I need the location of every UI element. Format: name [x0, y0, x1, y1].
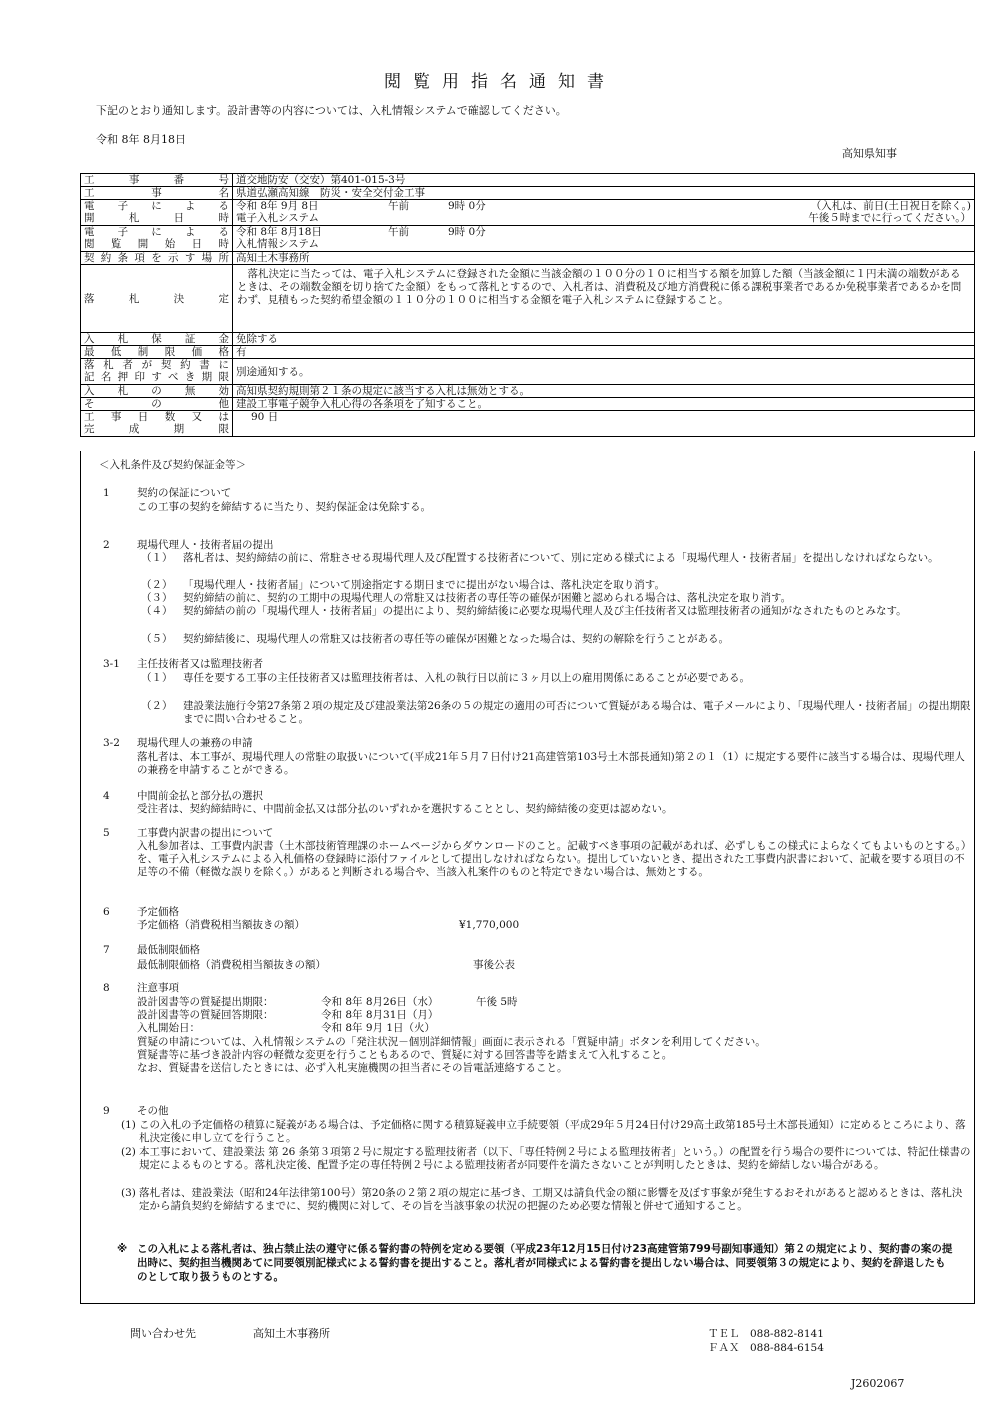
kaisatsu-date: 令和 8年 9月 8日: [236, 200, 319, 212]
s31-item-1-text: 専任を要する工事の主任技術者又は監理技術者は、入札の執行日以前に３ヶ月以上の雇用関係にあることが必要である。: [183, 672, 750, 684]
etsuran-ampm: 午前: [388, 226, 409, 238]
value-basho: 高知土木事務所: [233, 252, 975, 265]
kaisatsu-ampm: 午前: [388, 200, 409, 212]
section-8-number: 8: [103, 982, 110, 994]
section-5-title: 工事費内訳書の提出について: [137, 827, 274, 839]
section-3-2-number: 3-2: [103, 737, 120, 749]
contact-office: 高知土木事務所: [253, 1327, 330, 1340]
note-text: この入札による落札者は、独占禁止法の遵守に係る誓約書の特例を定める要領（平成23年12月15日付け23高建管第799号副知事通知）第２の規定により、契約書の案の提出時に、契約担当機関あてに同要領別記様式による誓約書を提出すること。落札者が同様式による誓約書を提出しない場合は、同要領第３の規定により、契約を辞退したものとして取り扱うものとする。: [137, 1243, 953, 1283]
section-6-number: 6: [103, 906, 110, 918]
label-nissu: [81, 411, 233, 437]
section-4-text: 受注者は、契約締結時に、中間前金払又は部分払のいずれかを選択することとし、契約締結後の変更は認めない。: [137, 803, 673, 815]
document-title: 閲覧用指名通知書: [384, 72, 616, 92]
s9-item-2-no: (2): [121, 1146, 136, 1158]
label-mukou: 入札の無効: [81, 385, 233, 398]
label-koji-no: 工事番号: [81, 174, 233, 187]
issuer: 高知県知事: [842, 147, 897, 160]
yotei-label: 予定価格（消費税相当額抜きの額）: [137, 919, 305, 931]
s8-row-3-date: 令和 8年 9月 1日（火）: [321, 1022, 436, 1034]
s2-item-1-no: （１）: [141, 552, 173, 564]
value-sonota: 建設工事電子競争入札心得の各条項を了知すること。: [233, 398, 975, 411]
section-6-title: 予定価格: [137, 906, 179, 918]
conditions-heading: ＜入札条件及び契約保証金等＞: [99, 459, 246, 471]
section-3-1-title: 主任技術者又は監理技術者: [137, 658, 263, 670]
section-3-2-title: 現場代理人の兼務の申請: [137, 737, 253, 749]
s31-item-1-no: （１）: [141, 672, 173, 684]
s9-item-1-no: (1): [121, 1119, 136, 1131]
section-7-number: 7: [103, 944, 110, 956]
label-etsuran-2: 閲覧開始日時: [84, 238, 229, 250]
saitei-label: 最低制限価格（消費税相当額抜きの額）: [137, 959, 326, 971]
section-9-title: その他: [137, 1105, 169, 1117]
conditions-box: [80, 451, 975, 1304]
s9-item-3-no: (3): [121, 1187, 136, 1199]
value-hosho: 免除する: [233, 333, 975, 346]
value-rakusatsu: 落札決定に当たっては、電子入札システムに登録された金額に当該金額の１００分の１０に相当する額を加算した額（当該金額に１円未満の端数があるときは、その端数金額を切り捨てた金額）をもって落札とするので、入札者は、消費税及び地方消費税に係る課税事業者であるか免税事業者であるかを問わず、見積もった契約希望金額の１１０分の１００に相当する金額を電子入札システムに登録すること。: [233, 265, 975, 333]
intro-text: 下記のとおり通知します。設計書等の内容については、入札情報システムで確認してください。: [96, 104, 567, 117]
kaisatsu-time: 9時 0分: [448, 200, 486, 212]
contact-label: 問い合わせ先: [130, 1327, 196, 1340]
section-1-title: 契約の保証について: [137, 487, 232, 499]
section-1-text: この工事の契約を締結するに当たり、契約保証金は免除する。: [137, 501, 431, 513]
s8-row-1-time: 午後 5時: [476, 996, 518, 1008]
label-etsuran: [81, 226, 233, 252]
s2-item-2-no: （２）: [141, 579, 173, 591]
s9-item-3-text: 落札者は、建設業法（昭和24年法律第100号）第20条の２第２項の規定に基づき、工期又は請負代金の額に影響を及ぼす事象が発生するおそれがあると認めるときは、落札決定から請負契約を締結するまでに、契約機関に対して、その旨を当該事象の状況の把握のため必要な情報と併せて通知すること。: [139, 1187, 963, 1212]
label-nissu-1: 工事日数又は: [84, 411, 229, 423]
s8-row-3-label: 入札開始日：: [137, 1022, 200, 1034]
s8-note-1: 質疑の申請については、入札情報システムの「発注状況－個別詳細情報」画面に表示される「質疑申請」ボタンを利用してください。: [137, 1036, 766, 1048]
label-kaisatsu-2: 開札日時: [84, 212, 229, 224]
value-nissu: 90 日: [233, 411, 975, 437]
section-8-title: 注意事項: [137, 982, 179, 994]
label-kaisatsu: [81, 200, 233, 226]
value-kimei: 別途通知する。: [233, 359, 975, 385]
s8-row-1-date: 令和 8年 8月26日（水）: [321, 996, 439, 1008]
note-mark: ※: [117, 1243, 128, 1255]
label-rakusatsu: 落札決定: [81, 265, 233, 333]
s8-row-2-label: 設計図書等の質疑回答期限：: [137, 1009, 274, 1021]
s31-item-2-no: （２）: [141, 700, 173, 712]
section-2-number: 2: [103, 539, 110, 551]
value-etsuran: [233, 226, 975, 252]
s2-item-1-text: 落札者は、契約締結の前に、常駐させる現場代理人及び配置する技術者について、別に定める様式による「現場代理人・技術者届」を提出しなければならない。: [183, 552, 939, 564]
etsuran-time: 9時 0分: [448, 226, 486, 238]
kaisatsu-note-1: （入札は、前日(土日祝日を除く。): [810, 200, 971, 212]
kaisatsu-method: 電子入札システム: [236, 212, 319, 224]
s2-item-5-text: 契約締結後に、現場代理人の常駐又は技術者の専任等の確保が困難となった場合は、契約の解除を行うことがある。: [183, 633, 729, 645]
section-4-number: 4: [103, 790, 110, 802]
section-4-title: 中間前金払と部分払の選択: [137, 790, 263, 802]
label-etsuran-1: 電子による: [84, 226, 229, 238]
label-koji-name: 工事名: [81, 187, 233, 200]
value-kaisatsu: [233, 200, 975, 226]
notice-date: 令和 8年 8月18日: [96, 133, 186, 146]
s2-item-5-no: （５）: [141, 633, 173, 645]
section-5-number: 5: [103, 827, 110, 839]
value-saitei: 有: [233, 346, 975, 359]
section-9-number: 9: [103, 1105, 110, 1117]
kaisatsu-note-2: 午後５時までに行ってください。）: [808, 212, 971, 224]
label-kaisatsu-1: 電子による: [84, 200, 229, 212]
s8-row-2-date: 令和 8年 8月31日（月）: [321, 1009, 439, 1021]
s8-note-3: なお、質疑書を送信したときには、必ず入札実施機関の担当者にその旨電話連絡すること。: [137, 1062, 568, 1074]
section-7-title: 最低制限価格: [137, 944, 200, 956]
s2-item-2-text: 「現場代理人・技術者届」について別途指定する期日までに提出がない場合は、落札決定を取り消す。: [183, 579, 665, 591]
section-5-text: 入札参加者は、工事費内訳書（土木部技術管理課のホームページからダウンロードのこと。記載すべき事項の記載があれば、必ずしもこの様式によらなくてもよいものとする。）を、電子入札システムによる入札価格の登録時に添付ファイルとして提出しなければならない。提出していないとき、提出された工事費内訳書において、記載を要する項目の不足等の不備（軽微な誤りを除く。）があると判断される場合や、当該入札案件のものと特定できない場合は、無効とする。: [137, 840, 967, 878]
fax-number: ＦＡＸ 088-884-6154: [708, 1342, 824, 1354]
section-2-title: 現場代理人・技術者届の提出: [137, 539, 274, 551]
s2-item-3-no: （３）: [141, 592, 173, 604]
s9-item-1-text: この入札の予定価格の積算に疑義がある場合は、予定価格に関する積算疑義申立手続要領（平成29年５月24日付け29高土政第185号土木部長通知）に定めるところにより、落札決定後に申し立てを行うこと。: [139, 1119, 966, 1144]
saitei-value: 事後公表: [473, 959, 515, 971]
info-table: [80, 173, 975, 437]
phone-number: ＴＥＬ 088-882-8141: [708, 1328, 824, 1340]
s2-item-4-text: 契約締結の前の「現場代理人・技術者届」の提出により、契約締結後に必要な現場代理人及び主任技術者又は監理技術者の通知がなされたものとみなす。: [183, 605, 907, 617]
label-kimei-1: 落札者が契約書に: [84, 359, 229, 371]
label-nissu-2: 完成期限: [84, 423, 229, 435]
label-sonota: その他: [81, 398, 233, 411]
value-koji-name: 県道弘瀬高知線 防災・安全交付金工事: [233, 187, 975, 200]
etsuran-method: 入札情報システム: [236, 238, 319, 250]
s8-row-1-label: 設計図書等の質疑提出期限：: [137, 996, 274, 1008]
value-koji-no: 道交地防安（交安）第401-015-3号: [233, 174, 975, 187]
section-3-2-text: 落札者は、本工事が、現場代理人の常駐の取扱いについて(平成21年５月７日付け21高建管第103号土木部長通知)第２の１（1）に規定する要件に該当する場合は、現場代理人の兼務を申請することができる。: [137, 751, 965, 776]
section-1-number: 1: [103, 487, 110, 499]
label-kimei-2: 記名押印すべき期限: [84, 371, 229, 383]
document-code: J2602067: [851, 1377, 905, 1390]
s2-item-4-no: （４）: [141, 605, 173, 617]
s31-item-2-text: 建設業法施行令第27条第２項の規定及び建設業法第26条の５の規定の適用の可否について質疑がある場合は、電子メールにより、「現場代理人・技術者届」の提出期限までに問い合わせること。: [183, 700, 971, 725]
s2-item-3-text: 契約締結の前に、契約の工期中の現場代理人の常駐又は技術者の専任等の確保が困難と認められる場合は、落札決定を取り消す。: [183, 592, 792, 604]
label-hosho: 入札保証金: [81, 333, 233, 346]
section-3-1-number: 3-1: [103, 658, 120, 670]
etsuran-date: 令和 8年 8月18日: [236, 226, 322, 238]
label-kimei: [81, 359, 233, 385]
yotei-value: ¥1,770,000: [459, 919, 520, 931]
label-basho: 契約条項を示す場所: [81, 252, 233, 265]
s9-item-2-text: 本工事において、建設業法 第 26 条第３項第２号に規定する監理技術者（以下、「専任特例２号による監理技術者」という。）の配置を行う場合の要件については、特記仕様書の規定によるものとする。落札決定後、配置予定の専任特例２号による監理技術者が同要件を満たさないことが判明したときは、契約を締結しない場合がある。: [139, 1146, 971, 1171]
s8-note-2: 質疑書等に基づき設計内容の軽微な変更を行うこともあるので、質疑に対する回答書等を踏まえて入札すること。: [137, 1049, 673, 1061]
value-mukou: 高知県契約規則第２１条の規定に該当する入札は無効とする。: [233, 385, 975, 398]
label-saitei: 最低制限価格: [81, 346, 233, 359]
